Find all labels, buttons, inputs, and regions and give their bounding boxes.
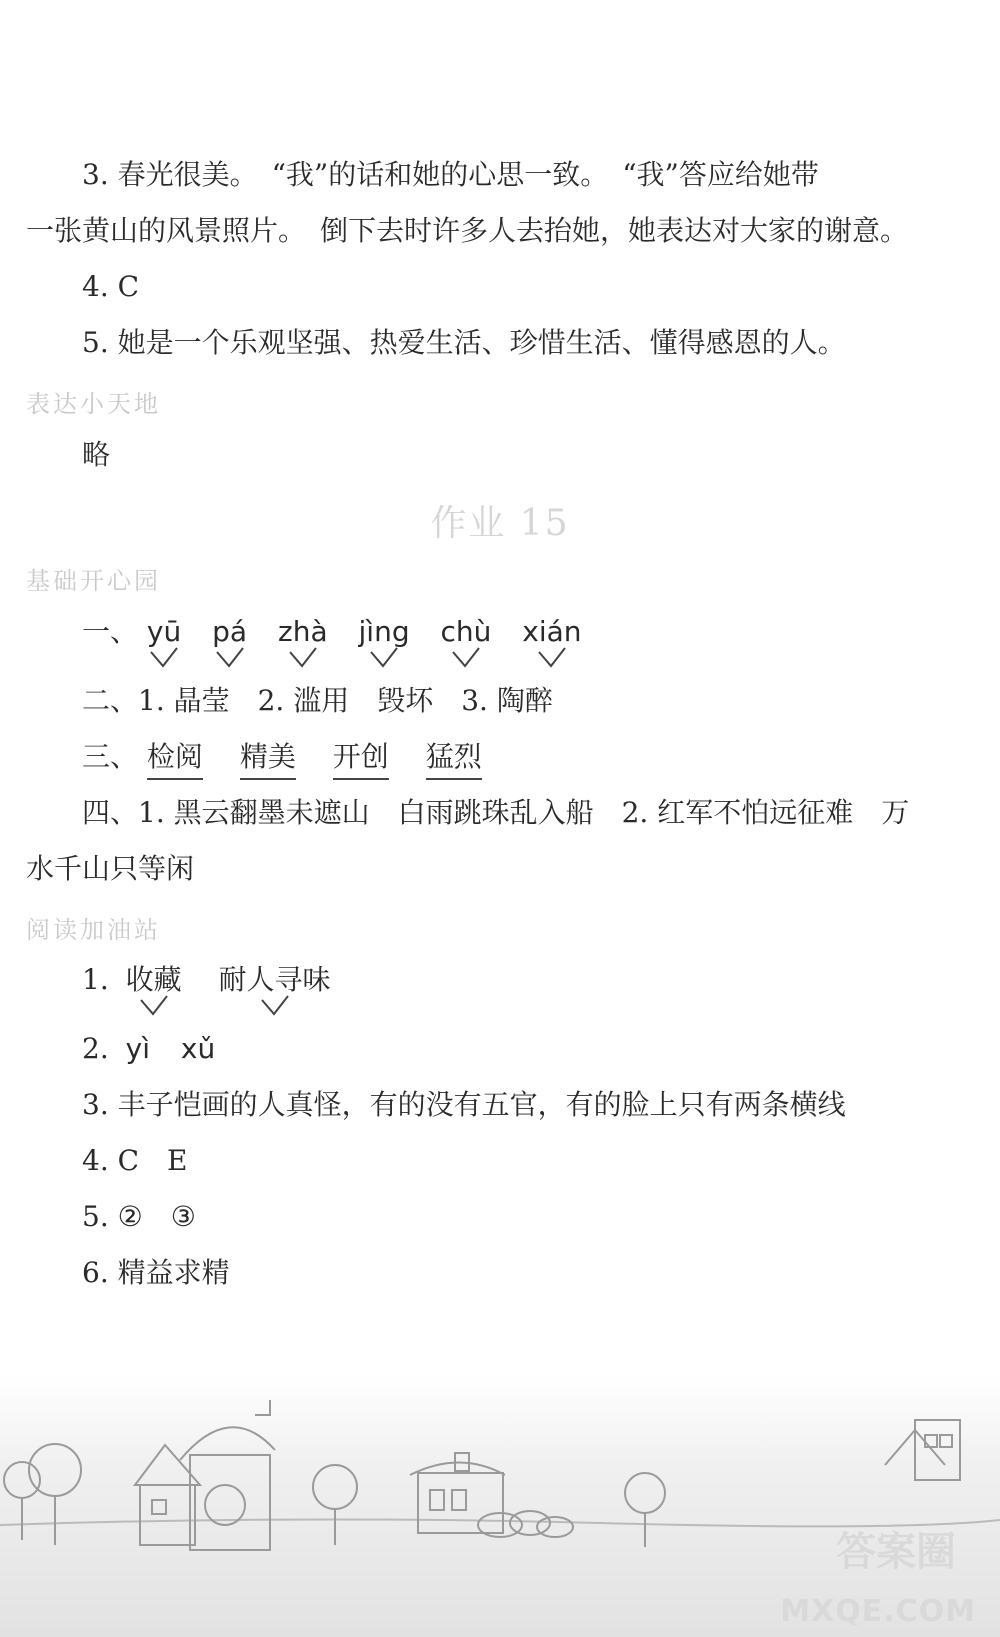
pinyin-2: pá (212, 612, 247, 652)
watermark-url: MXQE.COM (780, 1594, 976, 1629)
reading-q3: 3. 丰子恺画的人真怪，有的没有五官，有的脸上只有两条横线 (82, 1088, 846, 1121)
underlined-word: 开创 (333, 737, 389, 780)
basic-q3 (82, 737, 1000, 780)
basic-q3-prefix: 三、 (82, 740, 139, 773)
underlined-word: 精美 (240, 737, 296, 780)
section-reading: 阅读加油站 (26, 916, 161, 944)
reading-q1-prefix: 1. (82, 963, 109, 996)
check-icon (149, 646, 179, 670)
section-expression: 表达小天地 (26, 390, 161, 418)
reading-word-1: 收藏 (126, 960, 182, 1000)
pinyin-5: chù (441, 612, 492, 652)
answer-3-line-1: 3. 春光很美。 “我”的话和她的心思一致。 “我”答应给她带 (82, 158, 819, 191)
check-icon (139, 994, 169, 1018)
answer-expression: 略 (82, 438, 111, 471)
basic-q1 (82, 612, 1000, 652)
reading-q1 (82, 960, 1000, 1000)
reading-word-2: 耐人寻味 (219, 960, 331, 1000)
section-basic: 基础开心园 (26, 567, 161, 595)
reading-q2-prefix: 2. (82, 1032, 109, 1065)
answer-5: 5. 她是一个乐观坚强、热爱生活、珍惜生活、懂得感恩的人。 (82, 326, 846, 359)
check-icon (451, 646, 481, 670)
check-icon (288, 646, 318, 670)
pinyin-3: zhà (278, 612, 328, 652)
check-icon (369, 646, 399, 670)
reading-pinyin-1: yì (125, 1032, 150, 1065)
reading-pinyin-2: xǔ (180, 1032, 216, 1065)
check-icon (537, 646, 567, 670)
pinyin-4: jìng (359, 612, 410, 652)
pinyin-1: yū (147, 612, 181, 652)
underlined-word: 检阅 (147, 737, 203, 780)
reading-q2 (82, 1029, 1000, 1069)
check-icon (260, 994, 290, 1018)
underlined-word: 猛烈 (426, 737, 482, 780)
basic-q4-line-2: 水千山只等闲 (26, 852, 195, 885)
check-icon (215, 646, 245, 670)
basic-q2: 二、1. 晶莹 2. 滥用 毁坏 3. 陶醉 (82, 684, 553, 717)
answer-3-line-2: 一张黄山的风景照片。 倒下去时许多人去抬她，她表达对大家的谢意。 (26, 214, 909, 247)
watermark-logo: 答案圈 (836, 1529, 956, 1575)
homework-title: 作业 15 (430, 503, 570, 544)
reading-q5: 5. ② ③ (82, 1200, 196, 1233)
answer-4: 4. C (82, 270, 140, 303)
basic-q1-prefix: 一、 (82, 615, 139, 648)
reading-q6: 6. 精益求精 (82, 1256, 230, 1289)
reading-q4: 4. C E (82, 1144, 188, 1177)
pinyin-6: xián (522, 612, 581, 652)
basic-q4-line-1: 四、1. 黑云翻墨未遮山 白雨跳珠乱入船 2. 红军不怕远征难 万 (82, 796, 910, 829)
